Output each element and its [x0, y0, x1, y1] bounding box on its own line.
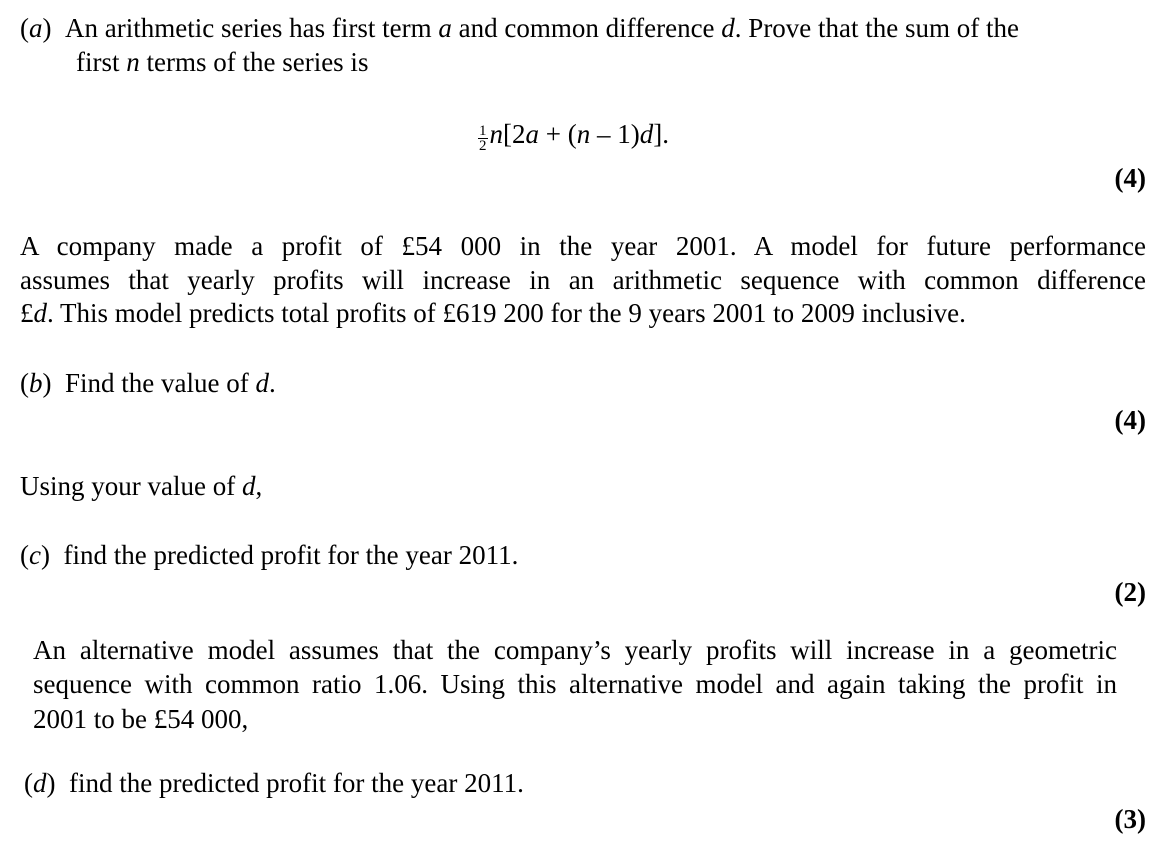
sum-formula: $\frac{1}{2}$ n[2a + (n – 1)d].	[479, 119, 669, 154]
half-fraction: $\frac{1}{2}$	[479, 122, 487, 154]
part-a-line-1: (a) An arithmetic series has first term a and common difference d. Prove that the sum of the	[20, 13, 1019, 43]
company-paragraph-line-2: assumes that yearly profits will increase in an arithmetic sequence with common difference	[20, 265, 1146, 295]
using-value-line: Using your value of d,	[20, 471, 263, 501]
company-paragraph-line-3: £d. This model predicts total profits of £619 200 for the 9 years 2001 to 2009 inclusive.	[20, 298, 966, 328]
part-d-question: (d) find the predicted profit for the year 2011.	[24, 768, 524, 798]
part-a-line-2: first n terms of the series is	[76, 47, 369, 77]
part-d-label: d	[33, 768, 47, 798]
alt-paragraph-line-1: An alternative model assumes that the company’s yearly profits will increase in a geometric	[33, 635, 1117, 665]
part-d-marks: (3)	[1114, 804, 1146, 834]
part-c-question: (c) find the predicted profit for the year 2011.	[20, 540, 519, 570]
company-paragraph-line-1: A company made a profit of £54 000 in the year 2001. A model for future performance	[20, 231, 1146, 261]
part-b-label: b	[29, 368, 43, 398]
part-a-label: a	[29, 13, 43, 43]
part-a-marks: (4)	[1114, 163, 1146, 193]
alt-paragraph-line-2: sequence with common ratio 1.06. Using this alternative model and again taking the profit in	[33, 669, 1117, 699]
part-b-marks: (4)	[1114, 405, 1146, 435]
part-c-label: c	[29, 540, 41, 570]
alt-paragraph-line-3: 2001 to be £54 000,	[33, 704, 249, 734]
part-c-marks: (2)	[1114, 577, 1146, 607]
part-b-question: (b) Find the value of d.	[20, 368, 276, 398]
